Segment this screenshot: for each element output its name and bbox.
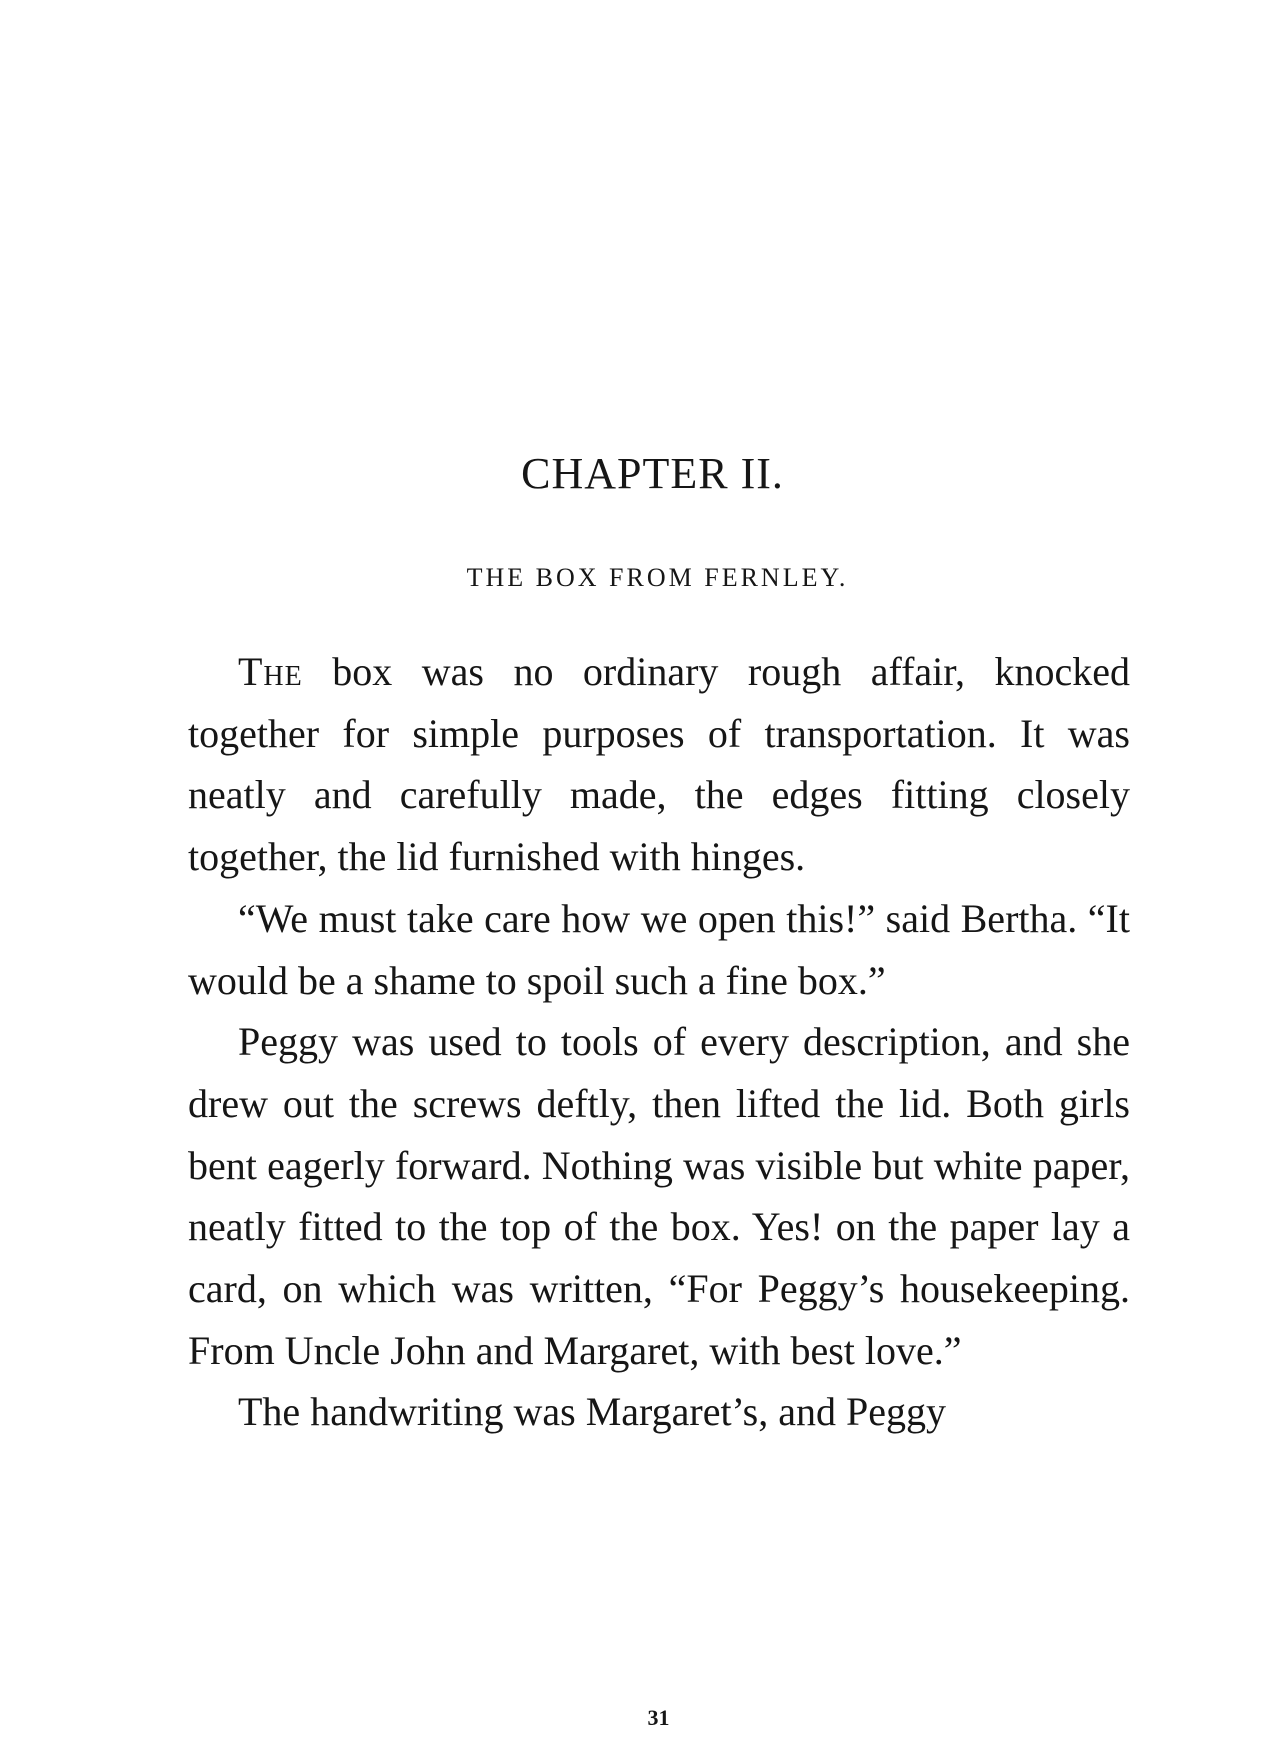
paragraph-4-text: The handwriting was Margaret’s, and Peggy — [238, 1389, 946, 1435]
chapter-title: CHAPTER II. — [521, 449, 784, 498]
paragraph-3 — [188, 1011, 1130, 1381]
page-number: 31 — [647, 1705, 670, 1730]
paragraph-2 — [188, 888, 1130, 1011]
paragraph-1-lead: The — [238, 649, 303, 694]
body-text — [188, 641, 1130, 1443]
paragraph-1-text: box was no ordinary rough affair, knocked together for simple purposes of transportation. It was neatly and carefully made, the edges fitting closely together, the lid furnished with hinges. — [188, 649, 1130, 880]
paragraph-2-text: “We must take care how we open this!” said Bertha. “It would be a shame to spoil such a fine box.” — [188, 895, 1130, 1003]
paragraph-4 — [188, 1381, 1130, 1443]
paragraph-3-text: Peggy was used to tools of every description, and she drew out the screws deftly, then lifted the lid. Both girls bent eagerly forward. Nothing was visible but white paper, neatly fitted to the top of the box. Yes! on the paper lay a card, on which was written, “For Peggy’s housekeeping. From Uncle John and Margaret, with best love.” — [188, 1019, 1130, 1373]
chapter-subtitle: THE BOX FROM FERNLEY. — [466, 563, 849, 592]
paragraph-1 — [188, 641, 1130, 888]
